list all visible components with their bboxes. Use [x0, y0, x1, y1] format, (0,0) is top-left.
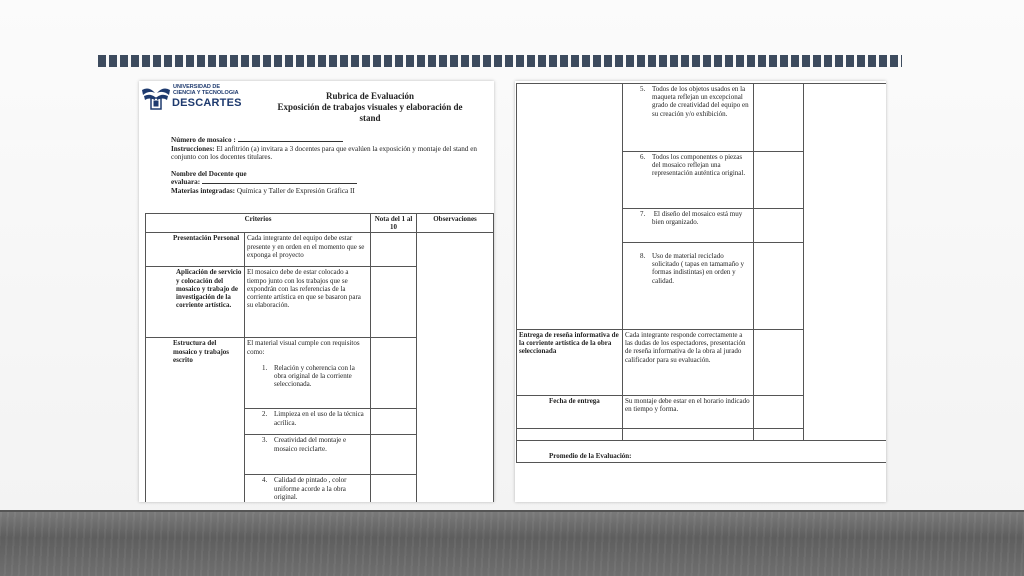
docente-row — [171, 170, 486, 187]
eagle-crest-icon — [141, 84, 171, 112]
desc-aplicacion: El mosaico debe de estar colocado a tiempo junto con los trabajos que se expondrán con las referencias de la corriente artística en que se basaron para su elaboración. — [245, 267, 371, 338]
decorative-stripe — [98, 55, 902, 67]
nota-cell[interactable] — [371, 267, 417, 338]
desc-item-2 — [245, 409, 371, 435]
criterion-fecha: Fecha de entrega — [517, 396, 623, 429]
nota-cell[interactable] — [371, 338, 417, 409]
document-page-left — [139, 81, 494, 502]
list-item — [639, 210, 751, 226]
nota-cell[interactable] — [754, 396, 804, 429]
instrucciones-row — [171, 145, 486, 162]
item-text: Calidad de pintado , color uniforme acorde a la obra original. — [274, 476, 347, 501]
list-item — [639, 153, 751, 178]
item-number: 5. — [640, 85, 646, 93]
nota-cell[interactable] — [371, 233, 417, 267]
docente-label-1: Nombre del Docente que — [171, 169, 247, 178]
criterion-presentacion: Presentación Personal — [146, 233, 245, 267]
document-page-right — [515, 81, 886, 502]
observaciones-cell[interactable] — [417, 233, 494, 502]
logo-university-text — [173, 84, 239, 96]
numero-label: Número de mosaico : — [171, 136, 236, 144]
materias-text: Química y Taller de Expresión Gráfica II — [235, 186, 355, 195]
item-number: 7. — [640, 210, 646, 218]
item-text: Limpieza en el uso de la técnica acrílica. — [274, 410, 364, 427]
criterion-continuation — [517, 84, 623, 330]
numero-blank-line — [238, 141, 343, 142]
rubric-table-left — [145, 213, 494, 502]
desc-item-8 — [623, 243, 754, 330]
nota-cell[interactable] — [754, 429, 804, 441]
nota-cell[interactable] — [371, 475, 417, 502]
desc-item-6 — [623, 152, 754, 209]
item-text: Todos de los objetos usados en la maqueta reflejan un excepcional grado de creatividad del equipo en su creación y/o exhibición. — [652, 85, 749, 118]
info-block — [171, 136, 486, 196]
nota-cell[interactable] — [754, 84, 804, 152]
desc-item-4 — [245, 475, 371, 502]
title-line-1: Rubrica de Evaluación — [325, 91, 414, 101]
item-number: 6. — [640, 153, 646, 161]
nota-cell[interactable] — [371, 435, 417, 475]
estructura-intro: El material visual cumple con requisitos como: — [247, 339, 360, 356]
instrucciones-text: El anfitrión (a) invitara a 3 docentes para que evalúen la exposición y montaje del stand en conjunto con los docentes titulares. — [171, 144, 477, 162]
header-nota: Nota del 1 al 10 — [371, 214, 417, 233]
criterion-resena: Entrega de reseña informativa de la corriente artística de la obra seleccionada — [517, 330, 623, 396]
nota-cell[interactable] — [754, 243, 804, 330]
logo-line-1: UNIVERSIDAD DE — [173, 84, 221, 90]
item-text: Creatividad del montaje e mosaico reciclarte. — [274, 436, 347, 453]
desc-item-7 — [623, 209, 754, 243]
header-observaciones: Observaciones — [417, 214, 494, 233]
list-item — [261, 476, 368, 501]
docente-blank-line — [202, 183, 357, 184]
instrucciones-label: Instrucciones: — [171, 144, 215, 153]
criterion-aplicacion: Aplicación de servicio y colocación del mosaico y trabajo de investigación de la corriente artística. — [146, 267, 245, 338]
numero-row — [171, 136, 486, 145]
promedio-row: Promedio de la Evaluación: — [517, 441, 887, 463]
item-number: 8. — [640, 252, 646, 260]
nota-cell[interactable] — [371, 409, 417, 435]
logo-line-2: CIENCIA Y TECNOLOGIA — [173, 90, 239, 96]
desc-resena: Cada integrante responde correctamente a las dudas de los espectadores, presentación de reseña informativa de la obra al jurado calificador para su evaluación. — [623, 330, 754, 396]
criterion-estructura: Estructura del mosaico y trabajos escrito — [146, 338, 245, 502]
docente-label-2: evaluara: — [171, 178, 201, 187]
item-text: Relación y coherencia con la obra original de la corriente seleccionada. — [274, 363, 355, 389]
item-number: 2. — [262, 410, 268, 419]
item-text: El diseño del mosaico está muy bien organizado. — [652, 210, 743, 227]
list-item — [639, 85, 751, 118]
desc-estructura — [245, 338, 371, 409]
item-number: 1. — [262, 363, 268, 372]
list-item — [261, 364, 368, 389]
nota-cell[interactable] — [754, 330, 804, 396]
item-text: Uso de material reciclado solicitado ( tapas en tamamaño y formas indistintas) en orden y calidad. — [652, 252, 744, 285]
desc-item-3 — [245, 435, 371, 475]
document-title — [244, 91, 494, 124]
observaciones-cell[interactable] — [804, 84, 887, 441]
header-criterios: Criterios — [146, 214, 371, 233]
title-line-3: stand — [359, 113, 381, 123]
item-number: 3. — [262, 436, 268, 445]
item-text: Todos los componentes o piezas del mosaico reflejan una representación auténtica original. — [652, 153, 746, 178]
materias-row — [171, 187, 486, 196]
desc-item-5 — [623, 84, 754, 152]
nota-cell[interactable] — [754, 152, 804, 209]
list-item — [261, 436, 368, 452]
desc-fecha: Su montaje debe estar en el horario indicado en tiempo y forma. — [623, 396, 754, 429]
desc-presentacion: Cada integrante del equipo debe estar presente y en orden en el momento que se exponga el proyecto — [245, 233, 371, 267]
item-number: 4. — [262, 476, 268, 485]
empty-cell — [623, 429, 754, 441]
floor-background — [0, 512, 1024, 576]
logo-name: DESCARTES — [172, 97, 242, 109]
nota-cell[interactable] — [754, 209, 804, 243]
list-item — [261, 410, 368, 426]
title-line-2: Exposición de trabajos visuales y elaboración de — [277, 102, 463, 112]
materias-label: Materias integradas: — [171, 186, 236, 195]
rubric-table-right — [516, 83, 886, 463]
empty-cell — [517, 429, 623, 441]
list-item — [639, 252, 751, 285]
university-logo — [139, 83, 242, 113]
